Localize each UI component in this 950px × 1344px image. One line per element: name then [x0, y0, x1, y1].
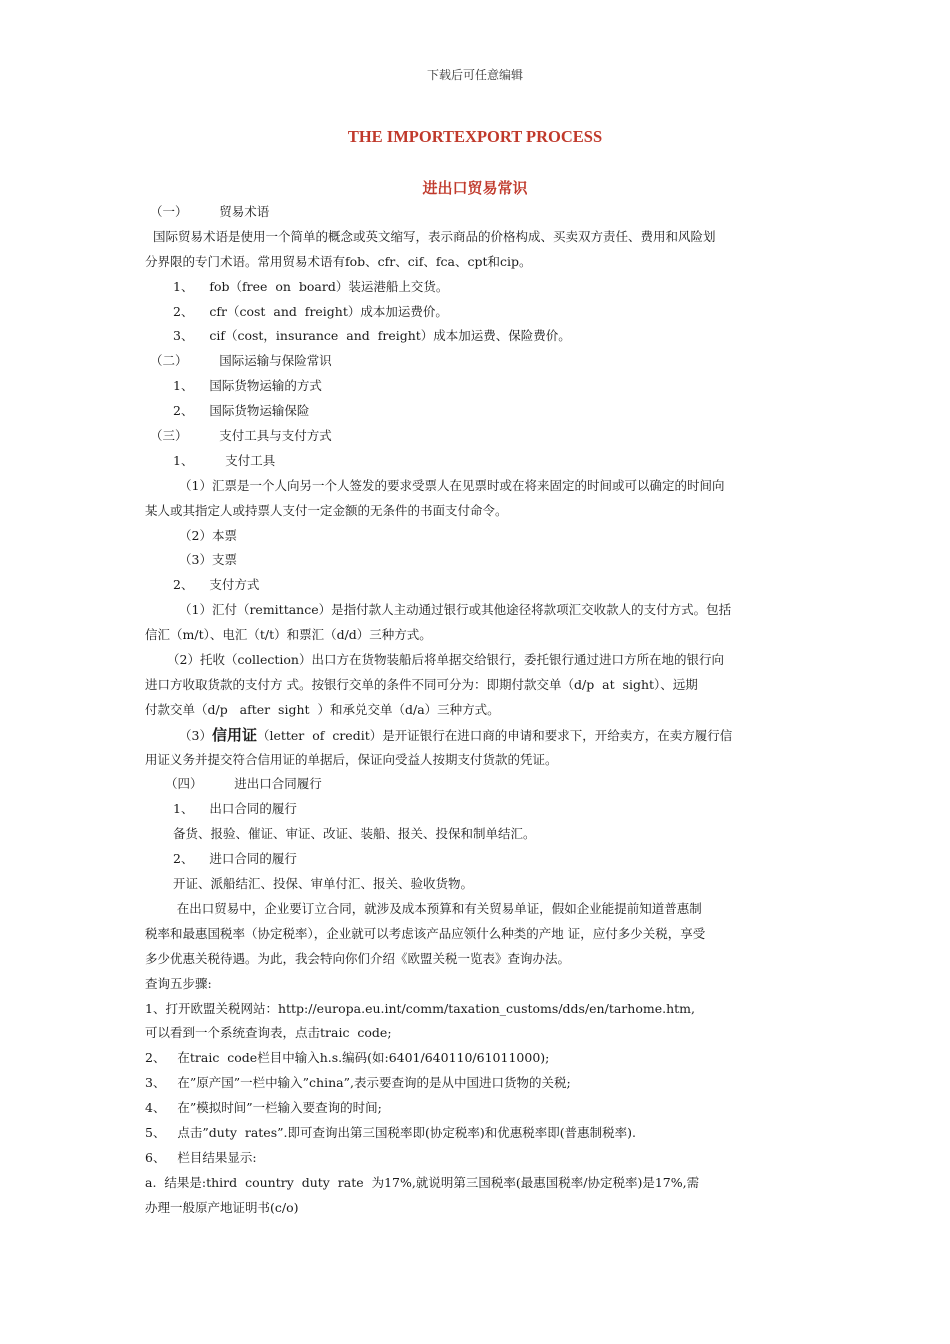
letter-of-credit-term: 信用证	[211, 725, 257, 744]
list-item: 3、 在”原产国”一栏中输入”china”,表示要查询的是从中国进口货物的关税;	[145, 1075, 571, 1091]
list-item: 3、 cif（cost，insurance and freight）成本加运费、保险费价。	[173, 328, 571, 344]
list-item: 2、 支付方式	[173, 577, 260, 593]
list-item: 4、 在”模拟时间”一栏输入要查询的时间;	[145, 1100, 382, 1116]
paragraph-line: 信汇（m/t）、电汇（t/t）和票汇（d/d）三种方式。	[145, 627, 432, 643]
paragraph-line: （1）汇付（remittance）是指付款人主动通过银行或其他途径将款项汇交收款人的支付方式。包括	[179, 602, 732, 618]
paragraph-line: 国际贸易术语是使用一个简单的概念或英文缩写，表示商品的价格构成、买卖双方责任、费用和风险划	[145, 228, 716, 244]
section-heading: （一） 贸易术语	[150, 204, 270, 219]
list-item: 1、 出口合同的履行	[173, 801, 297, 817]
title-english: THE IMPORTEXPORT PROCESS	[347, 127, 603, 146]
list-item: （2）本票	[179, 527, 237, 543]
list-item: 2、 进口合同的履行	[173, 851, 297, 867]
list-item: 1、 支付工具	[173, 452, 276, 468]
paragraph-line: 1、打开欧盟关税网站：http://europa.eu.int/comm/taxation_customs/dds/en/tarhome.htm,	[145, 1000, 695, 1016]
paragraph-line: 备货、报验、催证、审证、改证、装船、报关、投保和制单结汇。	[173, 826, 536, 842]
document-body	[145, 200, 810, 1221]
paragraph-line: 开证、派船结汇、投保、审单付汇、报关、验收货物。	[173, 876, 474, 892]
list-item: 1、 fob（free on board）装运港船上交货。	[173, 278, 449, 294]
paragraph-line: 付款交单（d/p after sight ）和承兑交单（d/a）三种方式。	[145, 701, 500, 717]
paragraph-line: 可以看到一个系统查询表，点击traic code;	[145, 1025, 392, 1041]
paragraph-line: 在出口贸易中，企业要订立合同，就涉及成本预算和有关贸易单证，假如企业能提前知道普惠制	[145, 900, 702, 916]
paragraph-line: 用证义务并提交符合信用证的单据后，保证向受益人按期支付货款的凭证。	[145, 751, 558, 767]
list-item: （3）支票	[179, 552, 237, 568]
section-heading: （二） 国际运输与保险常识	[150, 353, 332, 369]
list-item: 2、 在traic code栏目中输入h.s.编码(如:6401/640110/61011000);	[145, 1050, 550, 1066]
paragraph-line	[145, 723, 810, 748]
title-chinese: 进出口贸易常识	[422, 179, 528, 197]
list-item: 2、 cfr（cost and freight）成本加运费价。	[173, 303, 448, 319]
paragraph-line: 税率和最惠国税率（协定税率），企业就可以考虑该产品应领什么种类的产地 证，应付多少关税，享受	[145, 925, 706, 941]
paragraph-line: 分界限的专门术语。常用贸易术语有fob、cfr、cif、fca、cpt和cip。	[145, 253, 532, 269]
paragraph-text: （letter of credit）是开证银行在进口商的申请和要求下，开给卖方，在卖方履行信	[256, 727, 733, 743]
section-heading: （四） 进出口合同履行	[165, 776, 322, 792]
paragraph-line: 办理一般原产地证明书(c/o)	[145, 1199, 299, 1215]
page-header: 下载后可任意编辑	[426, 68, 523, 82]
paragraph-line: 进口方收取货款的支付方 式。按银行交单的条件不同可分为：即期付款交单（d/p at sight）、远期	[145, 676, 698, 692]
paragraph-line: 查询五步骤:	[145, 975, 212, 991]
list-item: 2、 国际货物运输保险	[173, 403, 310, 419]
item-number: （3）	[179, 727, 212, 743]
list-item: 6、 栏目结果显示:	[145, 1149, 257, 1165]
paragraph-line: （1）汇票是一个人向另一个人签发的要求受票人在见票时或在将来固定的时间或可以确定的时间向	[179, 477, 725, 493]
paragraph-line: a. 结果是:third country duty rate 为17%,就说明第三国税率(最惠国税率/协定税率)是17%,需	[145, 1174, 700, 1190]
paragraph-line: （2）托收（collection）出口方在货物装船后将单据交给银行，委托银行通过进口方所在地的银行向	[167, 652, 724, 668]
list-item: 1、 国际货物运输的方式	[173, 378, 322, 394]
list-item: 5、 点击”duty rates”.即可查询出第三国税率即(协定税率)和优惠税率即(普惠制税率).	[145, 1124, 636, 1140]
paragraph-line: 某人或其指定人或持票人支付一定金额的无条件的书面支付命令。	[145, 502, 508, 518]
section-heading: （三） 支付工具与支付方式	[150, 428, 332, 444]
paragraph-line: 多少优惠关税待遇。为此，我会特向你们介绍《欧盟关税一览表》查询办法。	[145, 950, 571, 966]
